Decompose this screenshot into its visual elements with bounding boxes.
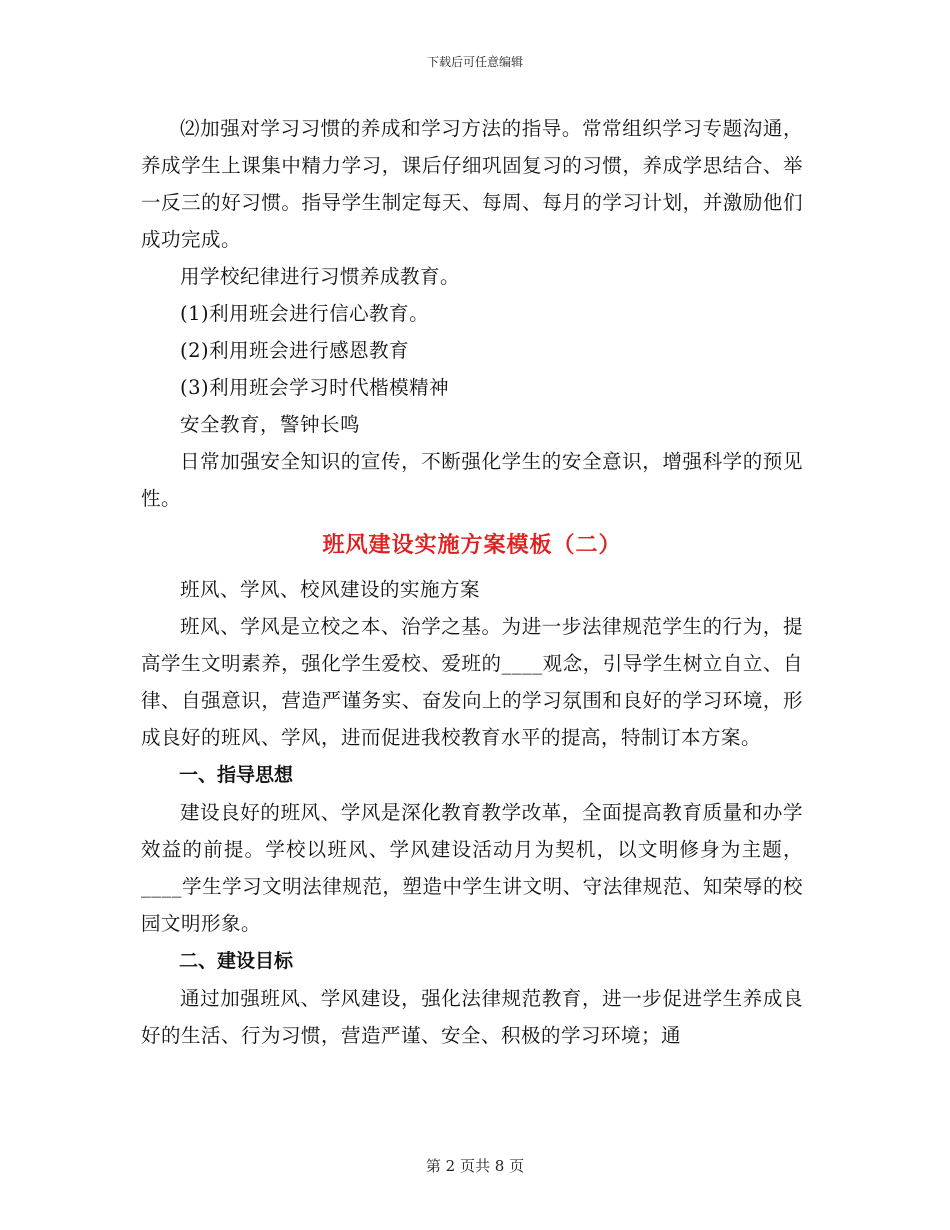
paragraph-safety: 日常加强安全知识的宣传，不断强化学生的安全意识，增强科学的预见性。 (141, 450, 803, 510)
section-title: 班风建设实施方案模板（二） (322, 533, 622, 558)
paragraph-study-habits: ⑵加强对学习习惯的养成和学习方法的指导。常常组织学习专题沟通，养成学生上课集中精力学习，课后仔细巩固复习的习惯，养成学思结合、举一反三的好习惯。指导学生制定每天、每周、每月的学习计划，并激励他们成功完成。 (141, 117, 803, 251)
document-body (141, 110, 803, 1054)
paragraph-gratitude: (2)利用班会进行感恩教育 (180, 339, 410, 362)
paragraph-discipline: 用学校纪律进行习惯养成教育。 (180, 265, 461, 288)
header-note: 下载后可任意编辑 (426, 55, 523, 69)
paragraph-confidence: (1)利用班会进行信心教育。 (180, 302, 430, 325)
paragraph-role-models: (3)利用班会学习时代楷模精神 (180, 376, 450, 399)
paragraph-intro: 班风、学风是立校之本、治学之基。为进一步法律规范学生的行为，提高学生文明素养，强化学生爱校、爱班的____观念，引导学生树立自立、自律、自强意识，营造严谨务实、奋发向上的学习氛围和良好的学习环境，形成良好的班风、学风，进而促进我校教育水平的提高，特制订本方案。 (141, 615, 803, 749)
paragraph-plan-name: 班风、学风、校风建设的实施方案 (180, 578, 481, 601)
paragraph-goals: 通过加强班风、学风建设，强化法律规范教育，进一步促进学生养成良好的生活、行为习惯，营造严谨、安全、积极的学习环境；通 (141, 987, 803, 1047)
page-number: 第 2 页共 8 页 (425, 1157, 525, 1175)
heading-goals: 二、建设目标 (179, 950, 294, 972)
paragraph-guiding-ideology: 建设良好的班风、学风是深化教育教学改革，全面提高教育质量和办学效益的前提。学校以班风、学风建设活动月为契机，以文明修身为主题，____学生学习文明法律规范，塑造中学生讲文明、守法律规范、知荣辱的校园文明形象。 (141, 801, 803, 935)
paragraph-safety-heading: 安全教育，警钟长鸣 (180, 413, 361, 436)
heading-guiding-ideology: 一、指导思想 (179, 764, 294, 786)
